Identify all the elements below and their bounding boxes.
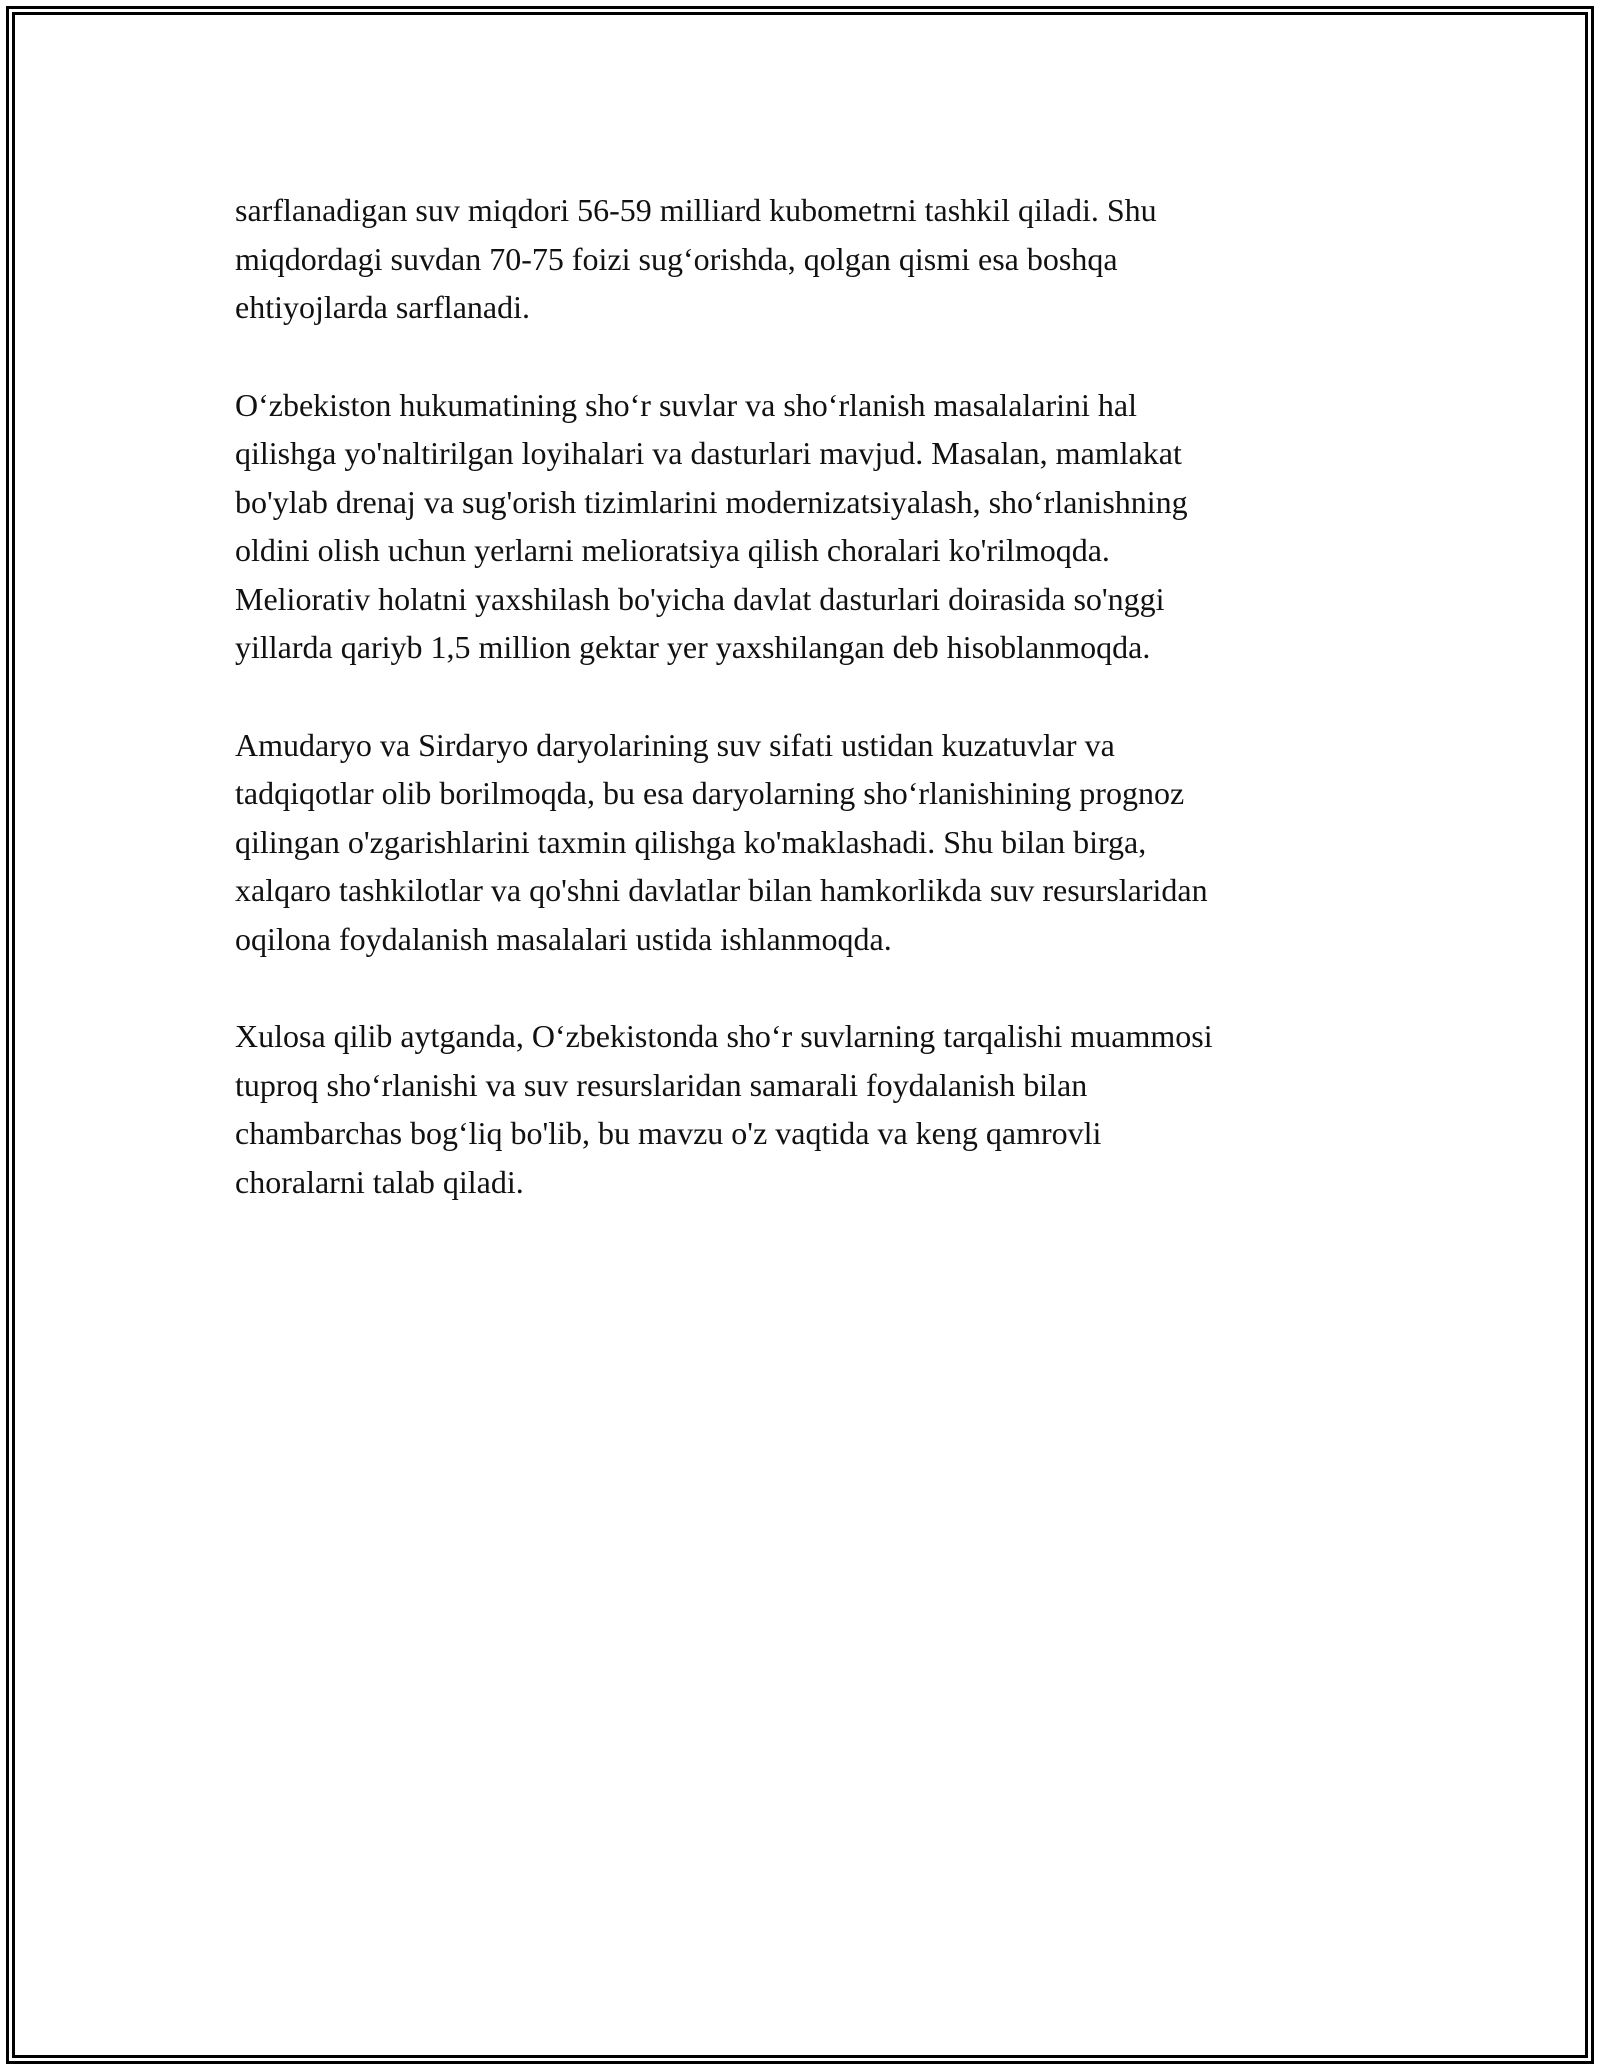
- text-line: qilingan o'zgarishlarini taxmin qilishga ko'maklashadi. Shu bilan birga,: [235, 823, 1147, 860]
- text-line: tuproq sho‘rlanishi va suv resurslaridan samarali foydalanish bilan: [235, 1066, 1088, 1103]
- text-line: qilishga yo'naltirilgan loyihalari va dasturlari mavjud. Masalan, mamlakat: [235, 435, 1182, 471]
- text-line: ehtiyojlarda sarflanadi.: [235, 289, 530, 325]
- text-line: sarflanadigan suv miqdori 56-59 milliard kubometrni tashkil qiladi. Shu: [235, 192, 1157, 228]
- text-line: chambarchas bog‘liq bo'lib, bu mavzu o'z vaqtida va keng qamrovli: [235, 1115, 1102, 1151]
- text-line: Xulosa qilib aytganda, O‘zbekistonda sho‘r suvlarning tarqalishi muammosi: [235, 1018, 1213, 1054]
- text-line: tadqiqotlar olib borilmoqda, bu esa daryolarning sho‘rlanishining prognoz: [235, 775, 1185, 811]
- text-line: choralarni talab qiladi.: [235, 1163, 524, 1200]
- paragraph-government-programs: [235, 381, 1375, 672]
- text-line: xalqaro tashkilotlar va qo'shni davlatlar bilan hamkorlikda suv resurslaridan: [235, 872, 1208, 908]
- paragraph-water-usage: [235, 186, 1375, 332]
- text-line: O‘zbekiston hukumatining sho‘r suvlar va sho‘rlanish masalalarini hal: [235, 386, 1138, 423]
- text-line: bo'ylab drenaj va sug'orish tizimlarini modernizatsiyalash, sho‘rlanishning: [235, 483, 1188, 520]
- text-line: oldini olish uchun yerlarni melioratsiya qilish choralari ko'rilmoqda.: [235, 532, 1110, 568]
- text-line: miqdordagi suvdan 70-75 foizi sug‘orishda, qolgan qismi esa boshqa: [235, 240, 1118, 277]
- text-line: yillarda qariyb 1,5 million gektar yer yaxshilangan deb hisoblanmoqda.: [235, 629, 1151, 665]
- text-line: oqilona foydalanish masalalari ustida ishlanmoqda.: [235, 920, 892, 957]
- paragraph-conclusion: [235, 1012, 1375, 1206]
- paragraph-river-monitoring: [235, 721, 1375, 964]
- text-line: Amudaryo va Sirdaryo daryolarining suv sifati ustidan kuzatuvlar va: [235, 726, 1115, 763]
- document-body: [235, 186, 1375, 1255]
- text-line: Meliorativ holatni yaxshilash bo'yicha davlat dasturlari doirasida so'nggi: [235, 580, 1165, 617]
